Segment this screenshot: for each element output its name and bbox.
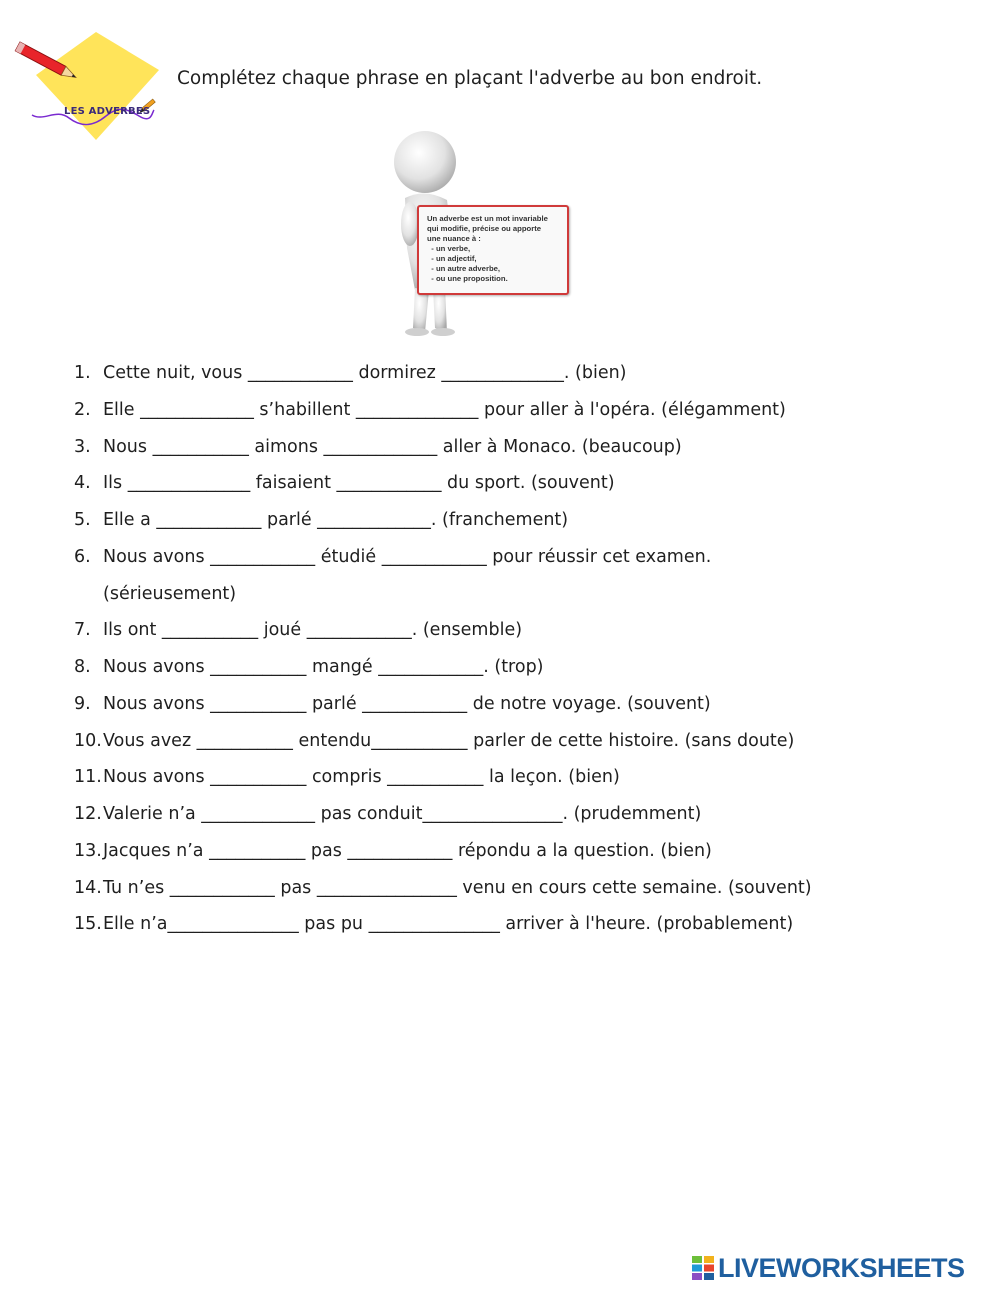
definition-line: une nuance à : — [427, 234, 481, 243]
exercise-number: 6. — [74, 547, 91, 567]
exercise-number: 8. — [74, 657, 91, 677]
definition-line: - un adjectif, — [427, 254, 477, 263]
exercise-text: (sérieusement) — [103, 584, 237, 604]
exercise-number: 13. — [74, 841, 102, 861]
exercise-text: Nous avons ___________ mangé ____________. (trop) — [103, 657, 544, 677]
definition-line: qui modifie, précise ou apporte — [427, 224, 542, 233]
exercise-text: Jacques n’a ___________ pas ____________ répondu a la question. (bien) — [103, 841, 712, 861]
exercise-text: Ils ______________ faisaient ____________ du sport. (souvent) — [103, 473, 615, 493]
exercise-text: Ils ont ___________ joué ____________. (ensemble) — [103, 620, 523, 640]
exercise-text: Elle n’a_______________ pas pu _______________ arriver à l'heure. (probablement) — [103, 914, 794, 934]
definition-line: - ou une proposition. — [427, 274, 508, 283]
exercise-number: 9. — [74, 694, 91, 714]
definition-line: - un verbe, — [427, 244, 471, 253]
liveworksheets-watermark — [692, 1252, 965, 1284]
exercise-number: 1. — [74, 363, 91, 383]
exercise-text: Elle _____________ s’habillent ______________ pour aller à l'opéra. (élégamment) — [103, 400, 786, 420]
exercise-text: Vous avez ___________ entendu___________ parler de cette histoire. (sans doute) — [103, 731, 795, 751]
exercise-text: Tu n’es ____________ pas ________________ venu en cours cette semaine. (souvent) — [103, 878, 812, 898]
exercise-number: 7. — [74, 620, 91, 640]
exercise-text: Nous avons ____________ étudié ____________ pour réussir cet examen. — [103, 547, 712, 567]
exercise-number: 14. — [74, 878, 102, 898]
watermark-text: LIVEWORKSHEETS — [718, 1252, 965, 1283]
exercise-number: 12. — [74, 804, 102, 824]
exercise-number: 10. — [74, 731, 102, 751]
liveworksheets-logo-icon — [692, 1256, 714, 1280]
definition-text — [427, 214, 563, 284]
exercise-text: Valerie n’a _____________ pas conduit________________. (prudemment) — [103, 804, 702, 824]
exercise-text: Cette nuit, vous ____________ dormirez ______________. (bien) — [103, 363, 627, 383]
exercise-text: Nous ___________ aimons _____________ aller à Monaco. (beaucoup) — [103, 437, 682, 457]
exercise-number: 4. — [74, 473, 91, 493]
instruction-text: Complétez chaque phrase en plaçant l'adverbe au bon endroit. — [177, 68, 763, 89]
definition-sign — [417, 205, 569, 295]
exercise-text: Nous avons ___________ compris ___________ la leçon. (bien) — [103, 767, 620, 787]
exercise-number: 3. — [74, 437, 91, 457]
exercise-text: Elle a ____________ parlé _____________. (franchement) — [103, 510, 569, 530]
logo — [14, 30, 174, 145]
exercise-text: Nous avons ___________ parlé ____________ de notre voyage. (souvent) — [103, 694, 711, 714]
exercise-number: 11. — [74, 767, 102, 787]
logo-label: LES ADVERBES — [64, 106, 151, 117]
definition-line: - un autre adverbe, — [427, 264, 501, 273]
definition-line: Un adverbe est un mot invariable — [427, 214, 548, 223]
pencil-logo-icon — [14, 30, 174, 145]
exercise-number: 2. — [74, 400, 91, 420]
exercise-number: 5. — [74, 510, 91, 530]
exercise-number: 15. — [74, 914, 102, 934]
